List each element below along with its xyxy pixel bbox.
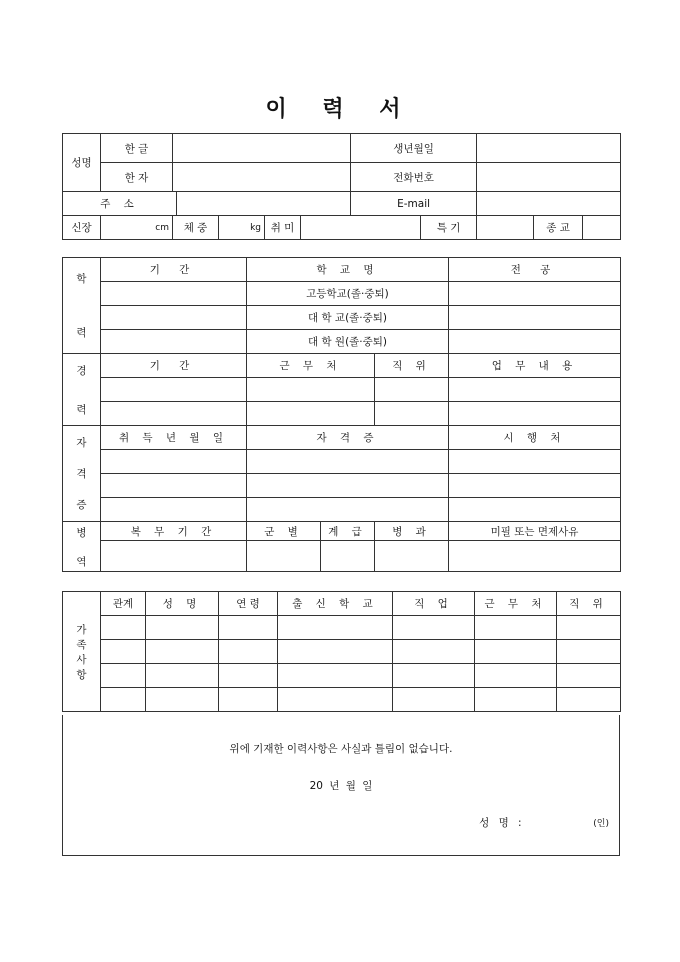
hanja-name-field[interactable] <box>173 163 351 192</box>
career-duties-field[interactable] <box>449 378 621 402</box>
certificate-name-header: 자 격 증 <box>247 426 449 450</box>
weight-field[interactable]: kg <box>219 216 265 240</box>
hangul-label: 한 글 <box>101 134 173 163</box>
education-school-row[interactable]: 고등학교(졸·중퇴) <box>247 282 449 306</box>
certificate-issuer-field[interactable] <box>449 450 621 474</box>
certificate-issuer-header: 시 행 처 <box>449 426 621 450</box>
page-title: 이 력 서 <box>265 97 415 122</box>
certificate-name-field[interactable] <box>247 474 449 498</box>
certificate-issuer-field[interactable] <box>449 498 621 522</box>
hanja-label: 한 자 <box>101 163 173 192</box>
education-major-field[interactable] <box>449 306 621 330</box>
education-period-field[interactable] <box>101 330 247 354</box>
family-workplace-header: 근 무 처 <box>475 592 557 616</box>
certificate-date-field[interactable] <box>101 474 247 498</box>
military-side-label: 병 역 <box>63 522 101 572</box>
phone-field[interactable] <box>477 163 621 192</box>
specialty-field[interactable] <box>477 216 534 240</box>
education-period-field[interactable] <box>101 306 247 330</box>
declaration-date: 20 년 월 일 <box>309 780 373 792</box>
career-workplace-field[interactable] <box>247 378 375 402</box>
military-specialty-header: 병 과 <box>375 522 449 541</box>
career-duties-header: 업 무 내 용 <box>449 354 621 378</box>
specialty-label: 특 기 <box>421 216 477 240</box>
declaration-box <box>62 715 620 856</box>
height-label: 신장 <box>63 216 101 240</box>
seal-mark[interactable]: (인) <box>593 819 609 829</box>
table-row <box>63 688 621 712</box>
phone-label: 전화번호 <box>351 163 477 192</box>
education-major-field[interactable] <box>449 330 621 354</box>
military-branch-header: 군 별 <box>247 522 321 541</box>
signature-label: 성 명 : <box>479 817 525 829</box>
weight-label: 체 중 <box>173 216 219 240</box>
family-side-label: 가 족 사 항 <box>63 592 101 712</box>
height-field[interactable]: cm <box>101 216 173 240</box>
education-period-field[interactable] <box>101 282 247 306</box>
family-name-header: 성 명 <box>146 592 219 616</box>
family-school-header: 출 신 학 교 <box>278 592 393 616</box>
military-period-header: 복 무 기 간 <box>101 522 247 541</box>
military-specialty-field[interactable] <box>375 541 449 572</box>
email-field[interactable] <box>477 192 621 216</box>
career-position-header: 직 위 <box>375 354 449 378</box>
family-age-header: 연 령 <box>219 592 278 616</box>
career-position-field[interactable] <box>375 378 449 402</box>
certificate-date-header: 취 득 년 월 일 <box>101 426 247 450</box>
certificate-side-label: 자 격 증 <box>63 426 101 522</box>
education-school-header: 학 교 명 <box>247 258 449 282</box>
education-period-header: 기 간 <box>101 258 247 282</box>
military-exemption-field[interactable] <box>449 541 621 572</box>
career-workplace-header: 근 무 처 <box>247 354 375 378</box>
career-workplace-field[interactable] <box>247 402 375 426</box>
religion-label: 종 교 <box>534 216 583 240</box>
certificate-issuer-field[interactable] <box>449 474 621 498</box>
name-header: 성명 <box>63 134 101 192</box>
declaration-statement: 위에 기재한 이력사항은 사실과 틀림이 없습니다. <box>229 743 453 755</box>
certificate-date-field[interactable] <box>101 498 247 522</box>
personal-info-table <box>62 133 621 240</box>
military-rank-header: 계 급 <box>321 522 375 541</box>
education-side-label: 학 력 <box>63 258 101 354</box>
certificate-name-field[interactable] <box>247 450 449 474</box>
certificate-date-field[interactable] <box>101 450 247 474</box>
address-field[interactable] <box>177 192 351 216</box>
signature-line <box>479 815 609 830</box>
family-relation-header: 관계 <box>101 592 146 616</box>
family-job-header: 직 업 <box>393 592 475 616</box>
education-major-header: 전 공 <box>449 258 621 282</box>
certificate-name-field[interactable] <box>247 498 449 522</box>
email-label: E-mail <box>351 192 477 216</box>
hobby-field[interactable] <box>301 216 421 240</box>
career-period-field[interactable] <box>101 402 247 426</box>
military-rank-field[interactable] <box>321 541 375 572</box>
birth-field[interactable] <box>477 134 621 163</box>
career-duties-field[interactable] <box>449 402 621 426</box>
table-row <box>63 664 621 688</box>
table-row <box>63 640 621 664</box>
career-side-label: 경 력 <box>63 354 101 426</box>
education-major-field[interactable] <box>449 282 621 306</box>
military-exemption-header: 미필 또는 면제사유 <box>449 522 621 541</box>
career-period-header: 기 간 <box>101 354 247 378</box>
birth-label: 생년월일 <box>351 134 477 163</box>
family-table <box>62 591 621 712</box>
military-branch-field[interactable] <box>247 541 321 572</box>
hobby-label: 취 미 <box>265 216 301 240</box>
table-row <box>63 616 621 640</box>
family-position-header: 직 위 <box>557 592 621 616</box>
hangul-name-field[interactable] <box>173 134 351 163</box>
education-school-row[interactable]: 대 학 원(졸·중퇴) <box>247 330 449 354</box>
military-period-field[interactable] <box>101 541 247 572</box>
religion-field[interactable] <box>583 216 621 240</box>
career-period-field[interactable] <box>101 378 247 402</box>
address-label: 주 소 <box>63 192 177 216</box>
career-position-field[interactable] <box>375 402 449 426</box>
history-table <box>62 257 621 572</box>
education-school-row[interactable]: 대 학 교(졸·중퇴) <box>247 306 449 330</box>
